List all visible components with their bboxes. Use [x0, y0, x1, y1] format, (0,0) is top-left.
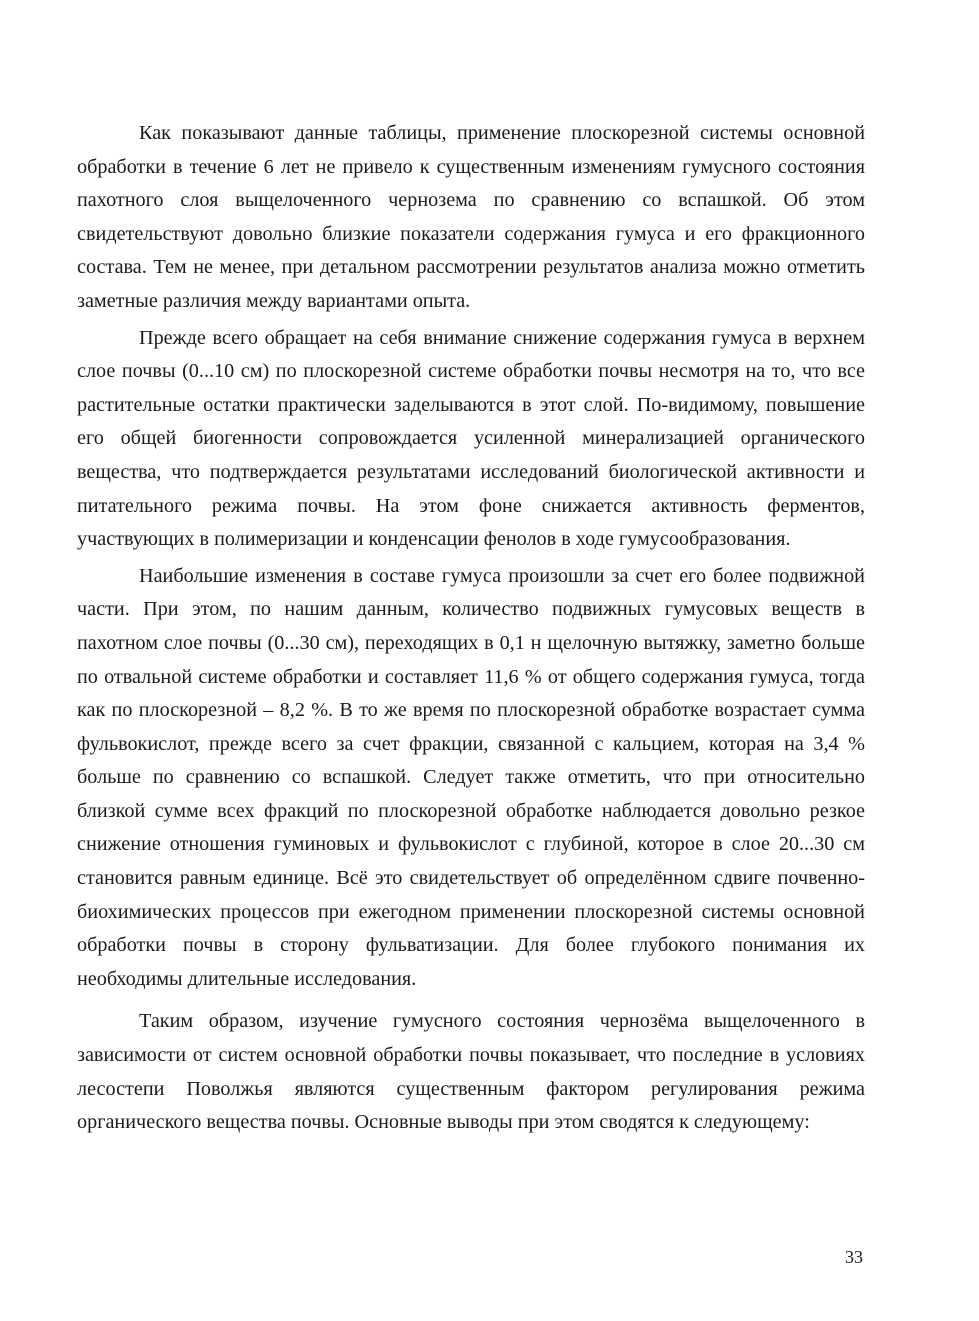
paragraph-2: Прежде всего обращает на себя внимание снижение содержания гумуса в верхнем слое почвы (0...10 см) по плоскорезной системе обработки почвы несмотря на то, что все растительные остатки практически заделываются в этот слой. По-видимому, повышение его общей биогенности сопровождается усиленной минерализацией органического вещества, что подтверждается результатами исследований биологической активности и питательного режима почвы. На этом фоне снижается активность ферментов, участвующих в полимеризации и конденсации фенолов в ходе гумусообразования. — [77, 326, 865, 551]
paragraph-3: Наибольшие изменения в составе гумуса произошли за счет его более подвижной части. При этом, по нашим данным, количество подвижных гумусовых веществ в пахотном слое почвы (0...30 см), переходящих в 0,1 н щелочную вытяжку, заметно больше по отвальной системе обработки и составляет 11,6 % от общего содержания гумуса, тогда как по плоскорезной – 8,2 %. В то же время по плоскорезной обработке возрастает сумма фульвокислот, прежде всего за счет фракции, связанной с кальцием, которая на 3,4 % больше по сравнению со вспашкой. Следует также отметить, что при относительно близкой сумме всех фракций по плоскорезной обработке наблюдается довольно резкое снижение отношения гуминовых и фульвокислот с глубиной, которое в слое 20...30 см становится равным единице. Всё это свидетельствует об определённом сдвиге почвенно-биохимических процессов при ежегодном применении плоскорезной системы основной обработки почвы в сторону фульватизации. Для более глубокого понимания их необходимы длительные исследования. — [77, 564, 865, 990]
paragraph-1: Как показывают данные таблицы, применение плоскорезной системы основной обработки в течение 6 лет не привело к существенным изменениям гумусного состояния пахотного слоя выщелоченного чернозема по сравнению со вспашкой. Об этом свидетельствуют довольно близкие показатели содержания гумуса и его фракционного состава. Тем не менее, при детальном рассмотрении результатов анализа можно отметить заметные различия между вариантами опыта. — [77, 122, 865, 312]
body-text — [77, 117, 865, 1140]
page-number: 33 — [845, 1247, 863, 1267]
paragraph-4: Таким образом, изучение гумусного состояния чернозёма выщелоченного в зависимости от систем основной обработки почвы показывает, что последние в условиях лесостепи Поволжья являются существенным фактором регулирования режима органического вещества почвы. Основные выводы при этом сводятся к следующему: — [77, 1010, 865, 1134]
